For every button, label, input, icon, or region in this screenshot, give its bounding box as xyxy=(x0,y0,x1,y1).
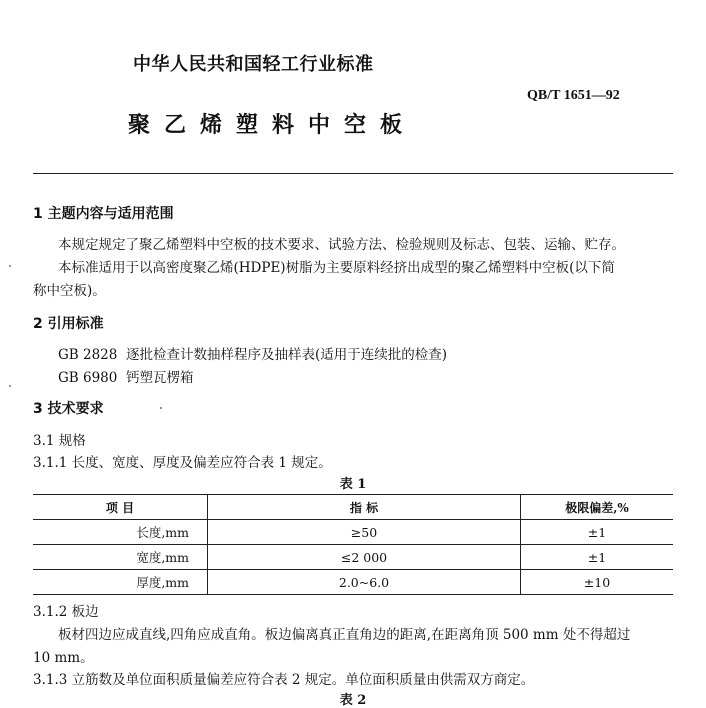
standard-code: QB/T 1651—92 xyxy=(527,88,620,103)
table-cell: 宽度,mm xyxy=(33,545,208,570)
table-row xyxy=(33,520,673,545)
clause-3-1-3: 3.1.3 立筋数及单位面积质量偏差应符合表 2 规定。单位面积质量由供需双方商定。 xyxy=(33,672,535,688)
column-header-value: 指 标 xyxy=(208,495,521,520)
reference-standard xyxy=(58,343,447,363)
table-2-caption: 表 2 xyxy=(339,693,367,708)
section-1-paragraph-2-line-1: 本标准适用于以高密度聚乙烯(HDPE)树脂为主要原料经挤出成型的聚乙烯塑料中空板(以下简 xyxy=(58,260,615,276)
table-cell: ±1 xyxy=(521,520,674,545)
table-1-caption: 表 1 xyxy=(339,477,367,492)
section-2-heading: 2 引用标准 xyxy=(33,316,104,332)
column-header-item: 项 目 xyxy=(33,495,208,520)
table-cell: ≤2 000 xyxy=(208,545,521,570)
table-cell: 2.0~6.0 xyxy=(208,570,521,595)
table-header-row xyxy=(33,495,673,520)
clause-3-1: 3.1 规格 xyxy=(33,433,86,449)
section-1-paragraph-2-line-2: 称中空板)。 xyxy=(33,283,106,299)
reference-name: 逐批检查计数抽样程序及抽样表(适用于连续批的检查) xyxy=(126,347,448,363)
section-3-heading: 3 技术要求 xyxy=(33,401,104,417)
clause-3-1-2-line-1: 板材四边应成直线,四角应成直角。板边偏离真正直角边的距离,在距离角顶 500 mm 处不得超过 xyxy=(58,627,631,643)
reference-code: GB 2828 xyxy=(58,347,118,363)
clause-3-1-2-line-2: 10 mm。 xyxy=(33,650,94,666)
table-cell: 长度,mm xyxy=(33,520,208,545)
scan-speck xyxy=(9,385,11,387)
table-cell: ≥50 xyxy=(208,520,521,545)
table-cell: ±10 xyxy=(521,570,674,595)
clause-3-1-1: 3.1.1 长度、宽度、厚度及偏差应符合表 1 规定。 xyxy=(33,455,332,471)
column-header-tolerance: 极限偏差,% xyxy=(521,495,674,520)
table-cell: 厚度,mm xyxy=(33,570,208,595)
section-1-heading: 1 主题内容与适用范围 xyxy=(33,206,174,222)
scan-speck xyxy=(9,265,11,267)
document-title: 聚乙烯塑料中空板 xyxy=(128,113,417,138)
reference-code: GB 6980 xyxy=(58,370,118,386)
header-rule xyxy=(33,173,673,174)
reference-standard xyxy=(58,366,194,386)
table-row xyxy=(33,570,673,595)
scan-speck xyxy=(160,407,162,409)
table-cell: ±1 xyxy=(521,545,674,570)
section-1-paragraph-1: 本规定规定了聚乙烯塑料中空板的技术要求、试验方法、检验规则及标志、包装、运输、贮存。 xyxy=(58,237,625,253)
table-1 xyxy=(33,494,673,595)
issuing-organization: 中华人民共和国轻工行业标准 xyxy=(133,54,374,75)
reference-name: 钙塑瓦楞箱 xyxy=(126,370,194,386)
table-row xyxy=(33,545,673,570)
clause-3-1-2: 3.1.2 板边 xyxy=(33,604,99,620)
